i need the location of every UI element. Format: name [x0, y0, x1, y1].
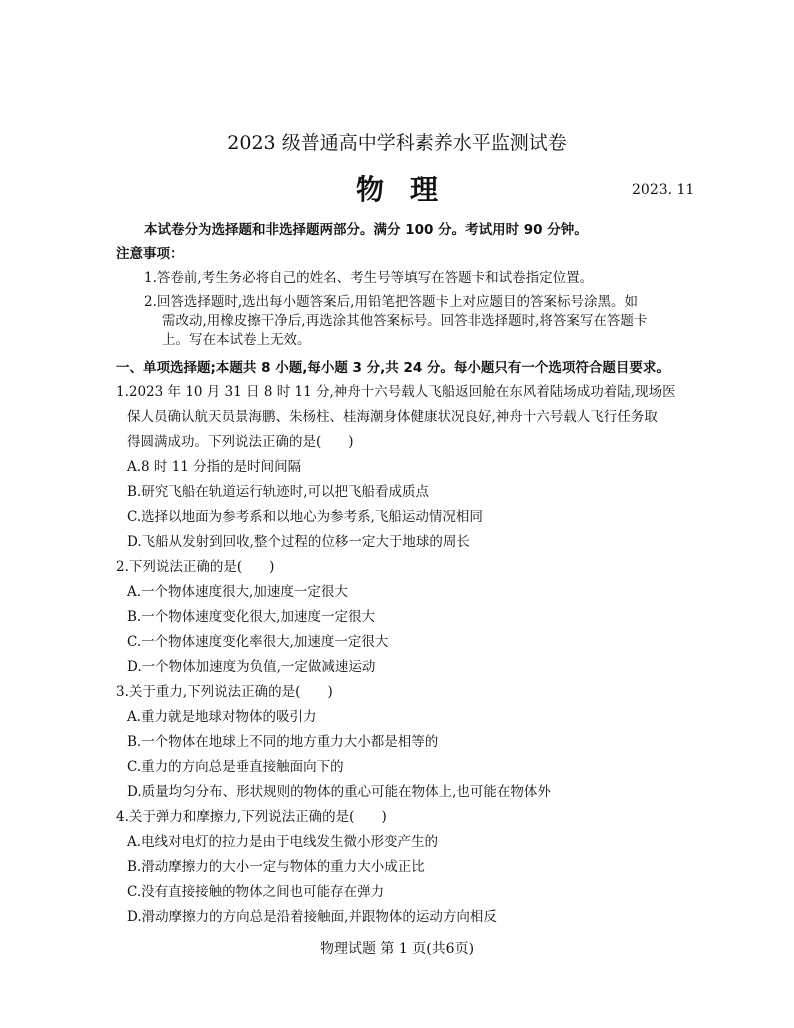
exam-title: 2023 级普通高中学科素养水平监测试卷 — [227, 132, 567, 154]
question-3-stem: 3.关于重力,下列说法正确的是( ) — [116, 684, 333, 700]
question-4-stem: 4.关于弹力和摩擦力,下列说法正确的是( ) — [116, 809, 387, 825]
exam-intro: 本试卷分为选择题和非选择题两部分。满分 100 分。考试用时 90 分钟。 — [144, 222, 588, 238]
question-1-option-c: C.选择以地面为参考系和以地心为参考系,飞船运动情况相同 — [127, 509, 483, 525]
question-2-option-b: B.一个物体速度变化很大,加速度一定很大 — [127, 609, 376, 625]
question-3-option-a: A.重力就是地球对物体的吸引力 — [127, 709, 317, 725]
notes-heading: 注意事项： — [116, 246, 184, 262]
question-1-stem-line-1: 1.2023 年 10 月 31 日 8 时 11 分,神舟十六号载人飞船返回舱在东风着陆场成功着陆,现场医 — [116, 384, 676, 400]
question-4-option-b: B.滑动摩擦力的大小一定与物体的重力大小成正比 — [127, 859, 425, 875]
note-item-2-line-3: 上。写在本试卷上无效。 — [162, 332, 311, 348]
question-2-option-c: C.一个物体速度变化率很大,加速度一定很大 — [127, 634, 389, 650]
question-2-stem: 2.下列说法正确的是( ) — [116, 559, 275, 575]
page-footer: 物理试题 第 1 页(共6页) — [319, 941, 475, 957]
question-4-option-d: D.滑动摩擦力的方向总是沿着接触面,并跟物体的运动方向相反 — [127, 909, 497, 925]
question-3-option-d: D.质量均匀分布、形状规则的物体的重心可能在物体上,也可能在物体外 — [127, 784, 551, 800]
question-1-stem-line-3: 得圆满成功。下列说法正确的是( ) — [127, 434, 354, 450]
question-2-option-d: D.一个物体加速度为负值,一定做减速运动 — [127, 659, 376, 675]
question-2-option-a: A.一个物体速度很大,加速度一定很大 — [127, 584, 348, 600]
question-1-option-a: A.8 时 11 分指的是时间间隔 — [127, 459, 302, 475]
note-item-2-line-2: 需改动,用橡皮擦干净后,再选涂其他答案标号。回答非选择题时,将答案写在答题卡 — [162, 313, 648, 329]
note-item-1: 1.答卷前,考生务必将自己的姓名、考生号等填写在答题卡和试卷指定位置。 — [144, 270, 594, 286]
section-heading: 一、单项选择题;本题共 8 小题,每小题 3 分,共 24 分。每小题只有一个选项符合题目要求。 — [116, 360, 670, 376]
question-1-option-b: B.研究飞船在轨道运行轨迹时,可以把飞船看成质点 — [127, 484, 430, 500]
question-4-option-a: A.电线对电灯的拉力是由于电线发生微小形变产生的 — [127, 834, 439, 850]
question-1-option-d: D.飞船从发射到回收,整个过程的位移一定大于地球的周长 — [127, 534, 470, 550]
exam-date: 2023. 11 — [632, 182, 695, 198]
question-3-option-c: C.重力的方向总是垂直接触面向下的 — [127, 759, 344, 775]
question-3-option-b: B.一个物体在地球上不同的地方重力大小都是相等的 — [127, 734, 439, 750]
note-item-2-line-1: 2.回答选择题时,选出每小题答案后,用铅笔把答题卡上对应题目的答案标号涂黑。如 — [144, 294, 638, 310]
question-1-stem-line-2: 保人员确认航天员景海鹏、朱杨柱、桂海潮身体健康状况良好,神舟十六号载人飞行任务取 — [127, 409, 658, 425]
question-4-option-c: C.没有直接接触的物体之间也可能存在弹力 — [127, 884, 385, 900]
subject-title: 物理 — [355, 173, 464, 206]
